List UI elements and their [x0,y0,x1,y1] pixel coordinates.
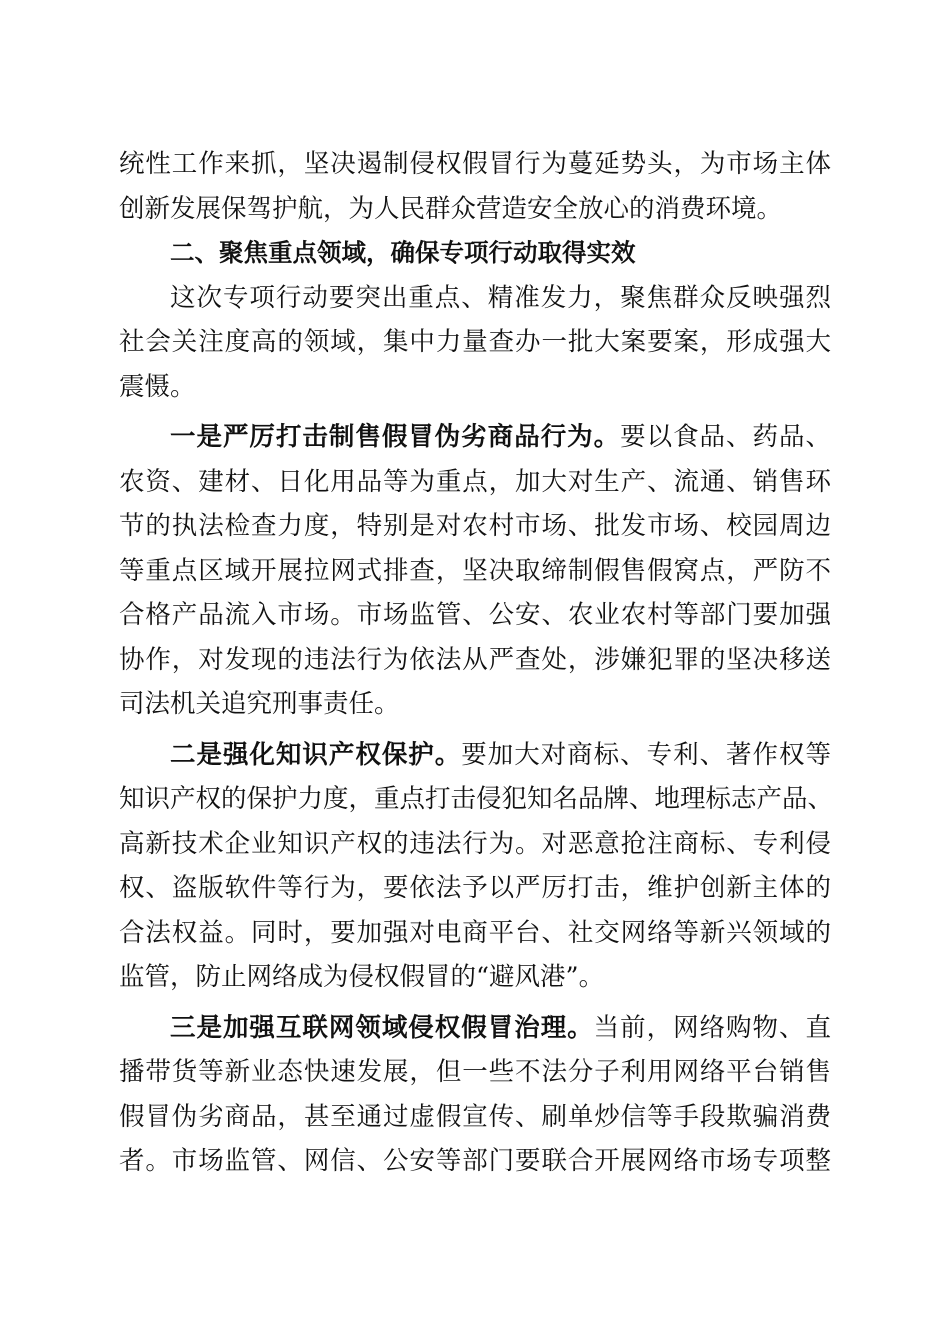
text-line: 合法权益。同时，要加强对电商平台、社交网络等新兴领域的 [119,917,831,948]
paragraph-point-one [119,415,831,727]
text-line: 等重点区域开展拉网式排查，坚决取缔制假售假窝点，严防不 [119,555,831,586]
text-line: 这次专项行动要突出重点、精准发力，聚焦群众反映强烈 [170,282,831,313]
text-line: 创新发展保驾护航，为人民群众营造安全放心的消费环境。 [119,193,783,224]
paragraph-continuation [119,142,831,231]
paragraph-intro [119,276,831,410]
paragraph-point-two [119,733,834,1000]
text-line: 高新技术企业知识产权的违法行为。对恶意抢注商标、专利侵 [119,828,831,859]
paragraph-point-three [119,1006,831,1184]
text-line: 合格产品流入市场。市场监管、公安、农业农村等部门要加强 [119,600,831,630]
text-line: 社会关注度高的领域，集中力量查办一批大案要案，形成强大 [119,327,831,357]
section-heading: 二、聚焦重点领域，确保专项行动取得实效 [170,238,636,267]
point-text: 要以食品、药品、 [620,422,831,452]
text-line [119,733,831,778]
point-text: 要加大对商标、专利、著作权等 [461,739,831,770]
text-line [119,415,831,460]
point-lead: 二是强化知识产权保护。 [170,739,462,770]
text-line: 者。市场监管、网信、公安等部门要联合开展网络市场专项整 [119,1146,831,1176]
text-line: 节的执法检查力度，特别是对农村市场、批发市场、校园周边 [119,511,831,541]
text-line: 协作，对发现的违法行为依法从严查处，涉嫌犯罪的坚决移送 [119,644,831,675]
text-line: 震慑。 [119,371,196,402]
point-lead: 一是严厉打击制售假冒伪劣商品行为。 [170,422,621,452]
text-line: 知识产权的保护力度，重点打击侵犯知名品牌、地理标志产品、 [119,784,834,814]
text-line: 统性工作来抓，坚决遏制侵权假冒行为蔓延势头，为市场主体 [119,149,831,179]
point-lead: 三是加强互联网领域侵权假冒治理。 [170,1012,594,1043]
text-line: 农资、建材、日化用品等为重点，加大对生产、流通、销售环 [119,466,831,497]
text-line: 播带货等新业态快速发展，但一些不法分子利用网络平台销售 [119,1057,831,1087]
text-line: 司法机关追究刑事责任。 [119,689,400,719]
text-line: 假冒伪劣商品，甚至通过虚假宣传、刷单炒信等手段欺骗消费 [119,1101,831,1132]
text-line: 权、盗版软件等行为，要依法予以严厉打击，维护创新主体的 [119,873,831,903]
document-page [119,142,834,1184]
text-line [119,1006,831,1051]
text-line: 监管，防止网络成为侵权假冒的“避风港”。 [119,962,605,992]
point-text: 当前，网络购物、直 [593,1012,831,1043]
